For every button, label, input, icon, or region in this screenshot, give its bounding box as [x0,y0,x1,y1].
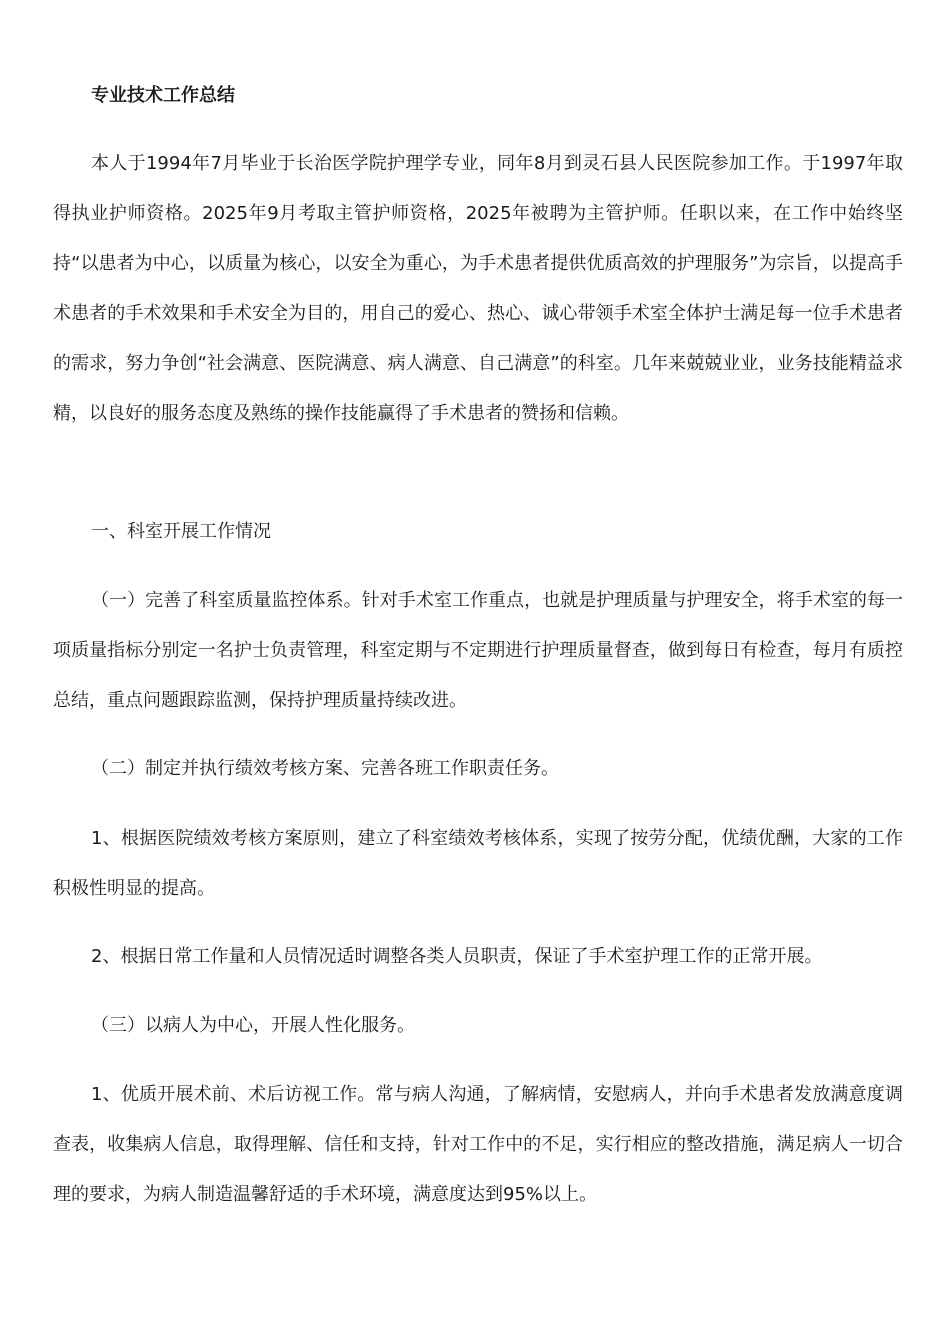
intro-paragraph: 本人于1994年7月毕业于长治医学院护理学专业，同年8月到灵石县人民医院参加工作。于1997年取得执业护师资格。2025年9月考取主管护师资格，2025年被聘为主管护师。任职以来，在工作中始终坚持“以患者为中心，以质量为核心，以安全为重心，为手术患者提供优质高效的护理服务”为宗旨，以提高手术患者的手术效果和手术安全为目的，用自己的爱心、热心、诚心带领手术室全体护士满足每一位手术患者的需求，努力争创“社会满意、医院满意、病人满意、自己满意”的科室。几年来兢兢业业，业务技能精益求精，以良好的服务态度及熟练的操作技能赢得了手术患者的赞扬和信赖。 [53,153,903,424]
item-2-1-paragraph: 1、根据医院绩效考核方案原则，建立了科室绩效考核体系，实现了按劳分配，优绩优酬，大家的工作积极性明显的提高。 [53,828,903,899]
item-3-heading: （三）以病人为中心，开展人性化服务。 [91,1015,415,1036]
item-2-heading: （二）制定并执行绩效考核方案、完善各班工作职责任务。 [91,758,559,779]
document-title: 专业技术工作总结 [91,85,235,106]
item-1-paragraph: （一）完善了科室质量监控体系。针对手术室工作重点，也就是护理质量与护理安全，将手术室的每一项质量指标分别定一名护士负责管理，科室定期与不定期进行护理质量督查，做到每日有检查，每月有质控总结，重点问题跟踪监测，保持护理质量持续改进。 [53,590,903,711]
item-2-2-paragraph: 2、根据日常工作量和人员情况适时调整各类人员职责，保证了手术室护理工作的正常开展。 [91,946,823,967]
section-heading-1: 一、科室开展工作情况 [91,521,271,542]
item-3-1-paragraph: 1、优质开展术前、术后访视工作。常与病人沟通，了解病情，安慰病人，并向手术患者发放满意度调查表，收集病人信息，取得理解、信任和支持，针对工作中的不足，实行相应的整改措施，满足病人一切合理的要求，为病人制造温馨舒适的手术环境，满意度达到95%以上。 [53,1084,903,1205]
